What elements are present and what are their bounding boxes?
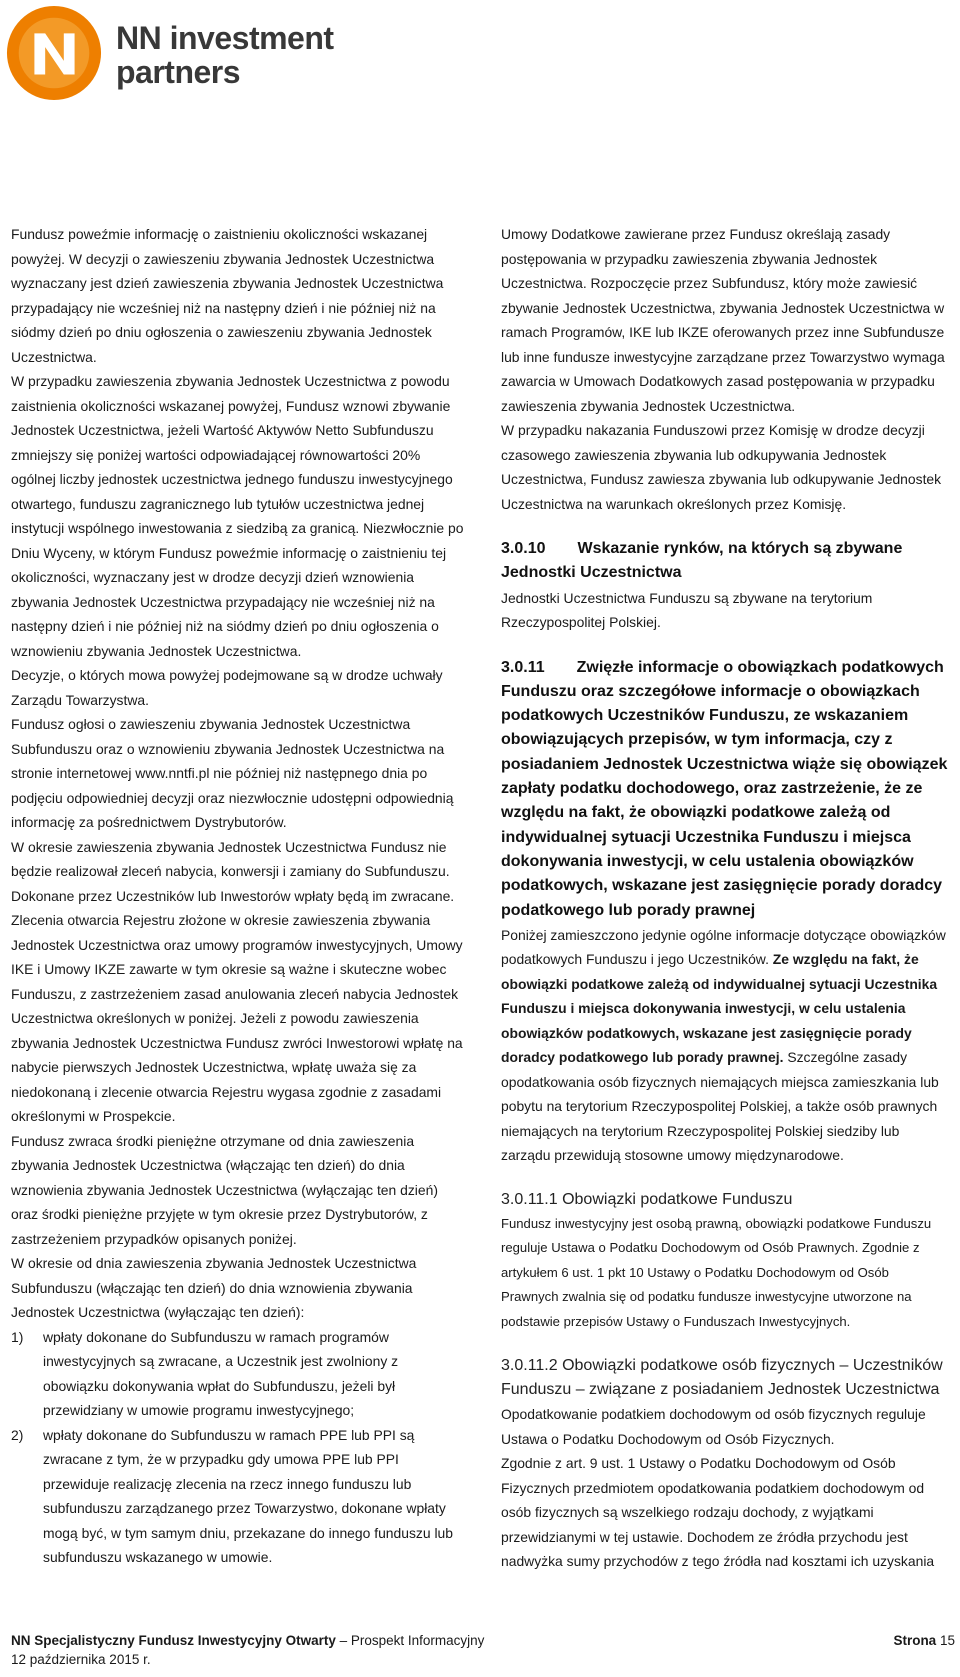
left-column	[11, 222, 466, 1570]
logo-text-line2: partners	[116, 54, 241, 90]
paragraph: Zlecenia otwarcia Rejestru złożone w okresie zawieszenia zbywania Jednostek Uczestnictwa oraz umowy programów inwestycyjnych, Umowy IKE i Umowy IKZE zawarte w tym okresie są ważne i skuteczne wobec Funduszu, z zastrzeżeniem zasad anulowania zleceń nabycia Jednostek Uczestnictwa określonych w poniżej. Jeżeli z powodu zawieszenia zbywania Jednostek Uczestnictwa Fundusz zwróci Inwestorowi wpłatę na nabycie pierwszych Jednostek Uczestnictwa, wpłatę uważa się za niedokonaną i zlecenie otwarcia Rejestru wygasa zgodnie z zasadami określonymi w Prospekcie.	[11, 912, 463, 1124]
paragraph: W okresie od dnia zawieszenia zbywania Jednostek Uczestnictwa Subfunduszu (włączając ten dzień) do dnia wznowienia zbywania Jednostek Uczestnictwa (wyłączając ten dzień):	[11, 1255, 417, 1320]
paragraph: W przypadku nakazania Funduszowi przez Komisję w drodze decyzji czasowego zawieszenia zbywania lub odkupywania Jednostek Uczestnictwa, Fundusz zawiesza zbywania lub odkupywanie Jednostek Uczestnictwa na warunkach określonych przez Komisję.	[501, 422, 942, 512]
page-footer	[11, 1631, 955, 1669]
list-item	[11, 1423, 466, 1570]
text-run: Poniżej zamieszczono jedynie ogólne informacje dotyczące obowiązków podatkowych Funduszu i jego Uczestników.	[501, 926, 946, 968]
text-run: Szczególne zasady opodatkowania osób fizycznych niemających miejsca zamieszkania lub pobytu na terytorium Rzeczypospolitej Polskiej, a także osób prawnych niemających na terytorium Rzeczypospolitej Polskiej siedziby lub zarządu przewidują stosowne umowy międzynarodowe.	[501, 1049, 939, 1164]
section-heading-3-0-11-1: 3.0.11.1 Obowiązki podatkowe Funduszu	[501, 1190, 793, 1208]
paragraph: Jednostki Uczestnictwa Funduszu są zbywane na terytorium Rzeczypospolitej Polskiej.	[501, 589, 873, 631]
section-heading-3-0-11: 3.0.11 Zwięzłe informacje o obowiązkach podatkowych Funduszu oraz szczegółowe informacje o obowiązkach podatkowych Uczestników Funduszu, ze wskazaniem obowiązujących przepisów, w tym informacja, czy z posiadaniem Jednostek Uczestnictwa wiąże się obowiązek zapłaty podatku dochodowego, oraz zastrzeżenie, że ze względu na fakt, że obowiązki podatkowe zależą od indywidualnej sytuacji Uczestnika Funduszu i miejsca dokonywania inwestycji, w celu ustalenia obowiązków podatkowych, wskazane jest zasięgnięcie porady doradcy podatkowego lub porady prawnej	[501, 658, 948, 919]
paragraph: Umowy Dodatkowe zawierane przez Fundusz określają zasady postępowania w przypadku zawieszenia zbywania Jednostek Uczestnictwa. Rozpoczęcie przez Subfundusz, który może zawiesić zbywanie Jednostek Uczestnictwa, zbywania Jednostek Uczestnictwa w ramach Programów, IKE lub IKZE oferowanych przez inne Subfundusze lub inne fundusze inwestycyjne zarządzane przez Towarzystwo wymaga zawarcia w Umowach Dodatkowych zasad postępowania w przypadku zawieszenia zbywania Jednostek Uczestnictwa.	[501, 226, 945, 414]
logo-text-line1: NN investment	[116, 20, 334, 56]
bold-text-run: Ze względu na fakt, że obowiązki podatkowe zależą od indywidualnej sytuacji Uczestnika Funduszu i miejsca dokonywania inwestycji, w celu ustalenia obowiązków podatkowych, wskazane jest zasięgnięcie porady doradcy podatkowego lub porady prawnej.	[501, 951, 938, 1066]
right-column	[501, 222, 948, 1574]
page-label: Strona	[893, 1633, 937, 1648]
paragraph: Fundusz poweźmie informację o zaistnieniu okoliczności wskazanej powyżej. W decyzji o zawieszeniu zbywania Jednostek Uczestnictwa wyznaczany jest dzień zawieszenia zbywania Jednostek Uczestnictwa przypadający nie wcześniej niż na następny dzień i nie później niż na siódmy dzień po dniu ogłoszenia o zawieszeniu zbywania Jednostek Uczestnictwa.	[11, 226, 444, 365]
footer-dash: –	[335, 1633, 351, 1648]
paragraph: Fundusz ogłosi o zawieszeniu zbywania Jednostek Uczestnictwa Subfunduszu oraz o wznowieniu zbywania Jednostek Uczestnictwa na stronie internetowej www.nntfi.pl nie później niż następnego dnia po podjęciu odpowiedniej decyzji oraz niezwłocznie udostępni odpowiednią informację za pośrednictwem Dystrybutorów.	[11, 716, 454, 830]
section-heading-3-0-11-2: 3.0.11.2 Obowiązki podatkowe osób fizycznych – Uczestników Funduszu – związane z posiadaniem Jednostek Uczestnictwa	[501, 1357, 943, 1399]
paragraph: W przypadku zawieszenia zbywania Jednostek Uczestnictwa z powodu zaistnienia okoliczności wskazanej powyżej, Fundusz wznowi zbywanie Jednostek Uczestnictwa, jeżeli Wartość Aktywów Netto Subfunduszu zmniejszy się poniżej wartości odpowiadającej równowartości 20% ogólnej liczby jednostek uczestnictwa jednego funduszu inwestycyjnego otwartego, funduszu zagranicznego lub tytułów uczestnictwa jednej instytucji wspólnego inwestowania z siedzibą za granicą. Niezwłocznie po Dniu Wyceny, w którym Fundusz poweźmie informację o zaistnieniu tej okoliczności, wyznaczany jest w drodze decyzji dzień wznowienia zbywania Jednostek Uczestnictwa przypadający nie wcześniej niż na następny dzień i nie później niż na siódmy dzień po dniu ogłoszenia o wznowieniu zbywania Jednostek Uczestnictwa.	[11, 373, 464, 659]
list-item-text: wpłaty dokonane do Subfunduszu w ramach PPE lub PPI są zwracane z tym, że w przypadku gdy umowa PPE lub PPI przewiduje realizację zlecenia na rzecz innego funduszu lub subfunduszu zarządzanego przez Towarzystwo, dokonane wpłaty mogą być, w tym samym dniu, przekazane do innego funduszu lub subfunduszu wskazanego w umowie.	[43, 1426, 453, 1565]
nn-logo-mark-icon	[5, 4, 103, 102]
footer-doc-line	[11, 1631, 955, 1650]
paragraph: Zgodnie z art. 9 ust. 1 Ustawy o Podatku Dochodowym od Osób Fizycznych przedmiotem opodatkowania podatkiem dochodowym od osób fizycznych są wszelkiego rodzaju dochody, z wyjątkami przewidzianymi w tej ustawie. Dochodem ze źródła przychodu jest nadwyżka sumy przychodów z tego źródła nad kosztami ich uzyskania	[501, 1455, 935, 1570]
paragraph: Decyzje, o których mowa powyżej podejmowane są w drodze uchwały Zarządu Towarzystwa.	[11, 667, 443, 708]
page-number	[893, 1631, 955, 1650]
list-item	[11, 1325, 466, 1423]
paragraph: Opodatkowanie podatkiem dochodowym od osób fizycznych reguluje Ustawa o Podatku Dochodowym od Osób Fizycznych.	[501, 1406, 926, 1447]
paragraph	[501, 923, 948, 1168]
page-number-value: 15	[939, 1633, 955, 1648]
logo	[5, 4, 345, 104]
paragraph: Fundusz zwraca środki pieniężne otrzymane od dnia zawieszenia zbywania Jednostek Uczestnictwa (włączając ten dzień) do dnia wznowienia zbywania Jednostek Uczestnictwa (wyłączając ten dzień) oraz środki pieniężne przyjęte w tym okresie przez Dystrybutorów, z zastrzeżeniem przypadków opisanych poniżej.	[11, 1132, 438, 1247]
footer-doc-name: Prospekt Informacyjny	[350, 1633, 485, 1648]
list-item-number: 2)	[11, 1426, 24, 1443]
paragraph: Fundusz inwestycyjny jest osobą prawną, obowiązki podatkowe Funduszu reguluje Ustawa o Podatku Dochodowym od Osób Prawnych. Zgodnie z artykułem 6 ust. 1 pkt 10 Ustawy o Podatku Dochodowym od Osób Prawnych zwalnia się od podatku fundusze inwestycyjne utworzone na podstawie przepisów Ustawy o Funduszach Inwestycyjnych.	[501, 1215, 932, 1329]
section-heading-3-0-10: 3.0.10 Wskazanie rynków, na których są zbywane Jednostki Uczestnictwa	[501, 540, 903, 582]
list-item-text: wpłaty dokonane do Subfunduszu w ramach programów inwestycyjnych są zwracane, a Uczestnik jest zwolniony z obowiązku dokonywania wpłat do Subfunduszu, jeżeli był przewidziany w umowie programu inwestycyjnego;	[43, 1328, 399, 1418]
footer-fund-name: NN Specjalistyczny Fundusz Inwestycyjny Otwarty	[11, 1633, 336, 1648]
paragraph: W okresie zawieszenia zbywania Jednostek Uczestnictwa Fundusz nie będzie realizował zleceń nabycia, konwersji i zamiany do Subfunduszu. Dokonane przez Uczestników lub Inwestorów wpłaty będą im zwracane.	[11, 838, 455, 904]
list-item-number: 1)	[11, 1328, 24, 1345]
footer-date: 12 października 2015 r.	[11, 1652, 151, 1667]
